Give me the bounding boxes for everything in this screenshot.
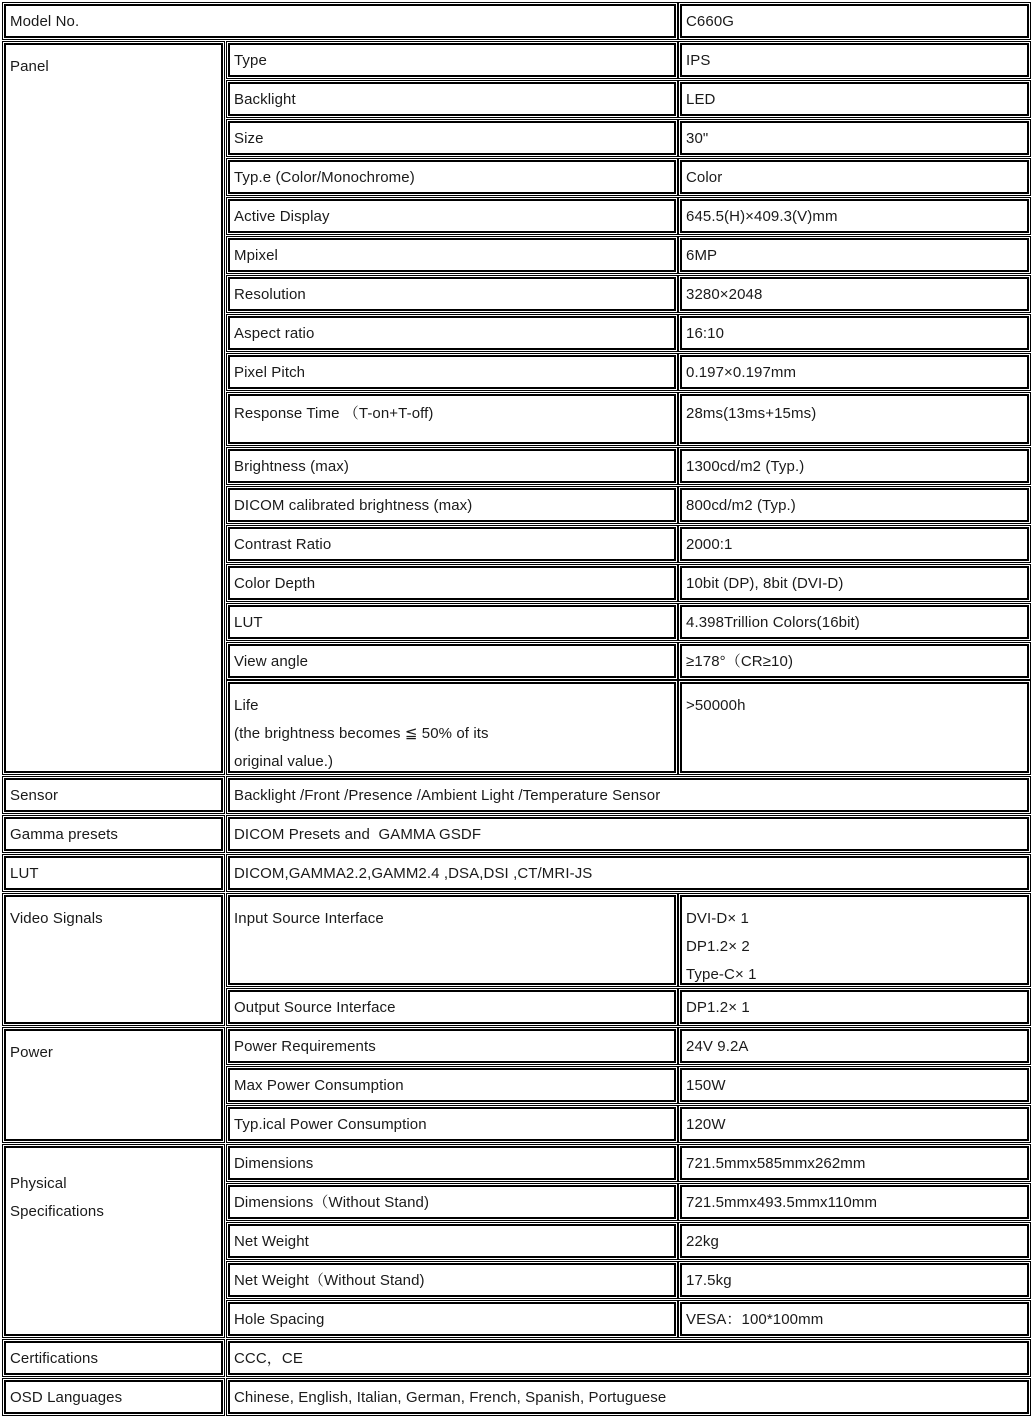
cert-category-cell [4,1341,223,1375]
panel-row-label: LUT [234,614,263,631]
panel-row-label: Mpixel [234,247,278,264]
panel-row-label-cell [228,121,676,155]
physical-row-label-cell [228,1302,676,1336]
life-label-cell [228,682,676,773]
panel-row-label: Size [234,130,264,147]
model-label: Model No. [10,13,80,30]
panel-row-value: Color [686,169,723,186]
panel-row-label-cell [228,449,676,483]
cert-value: CCC，CE [234,1350,303,1367]
panel-row-label-cell [228,605,676,639]
physical-row-label-cell [228,1146,676,1180]
panel-row-value-cell [680,316,1029,350]
model-label-cell [4,4,676,38]
physical-row-label-cell [228,1263,676,1297]
panel-row-value-cell [680,527,1029,561]
panel-row-label: Type [234,52,267,69]
panel-row-value-cell [680,43,1029,77]
physical-row-label: Hole Spacing [234,1311,325,1328]
panel-row-value: 3280×2048 [686,286,763,303]
panel-row-label-cell [228,566,676,600]
panel-row-label: DICOM calibrated brightness (max) [234,497,473,514]
panel-row-value: 0.197×0.197mm [686,364,797,381]
power-row-label: Typ.ical Power Consumption [234,1116,427,1133]
life-label-line: original value.) [234,753,334,770]
gamma-value: DICOM Presets and GAMMA GSDF [234,826,482,843]
video-input-value: DP1.2× 2 [686,938,750,955]
panel-row-label: Color Depth [234,575,316,592]
osd-category-cell [4,1380,223,1414]
video-input-values [686,905,757,989]
video-input-value: DVI-D× 1 [686,910,749,927]
gamma-category-cell [4,817,223,851]
physical-row-label: Net Weight（Without Stand) [234,1272,425,1289]
panel-row-value: 2000:1 [686,536,733,553]
panel-row-value: 16:10 [686,325,725,342]
life-label-line: Life [234,697,259,714]
osd-value: Chinese, English, Italian, German, French, Spanish, Portuguese [234,1389,667,1406]
physical-row-value: 721.5mmx585mmx262mm [686,1155,866,1172]
panel-row-label-cell [228,160,676,194]
panel-row-label: Resolution [234,286,306,303]
physical-row-value-cell [680,1146,1029,1180]
panel-row-label-cell [228,527,676,561]
panel-row-value-cell [680,488,1029,522]
panel-row-value: 28ms(13ms+15ms) [686,405,817,422]
physical-category-cell [4,1146,223,1336]
panel-row-label: Backlight [234,91,296,108]
lut-value-cell [228,856,1029,890]
physical-row-value: 721.5mmx493.5mmx110mm [686,1194,878,1211]
panel-row-value: ≥178°（CR≥10) [686,653,794,670]
lut-category-cell [4,856,223,890]
physical-row-value-cell [680,1185,1029,1219]
physical-row-value-cell [680,1302,1029,1336]
panel-row-value: 800cd/m2 (Typ.) [686,497,796,514]
power-category: Power [10,1044,54,1061]
life-value-cell [680,682,1029,773]
panel-row-value-cell [680,277,1029,311]
panel-category: Panel [10,58,49,75]
physical-row-value: 22kg [686,1233,719,1250]
panel-row-value-cell [680,394,1029,444]
physical-category-line: Physical [10,1175,67,1192]
video-output-label-cell [228,990,676,1024]
osd-value-cell [228,1380,1029,1414]
physical-row-label: Net Weight [234,1233,309,1250]
physical-row-value-cell [680,1263,1029,1297]
panel-row-value: 30" [686,130,709,147]
panel-row-label: Pixel Pitch [234,364,306,381]
sensor-value: Backlight /Front /Presence /Ambient Light /Temperature Sensor [234,787,661,804]
panel-row-label: View angle [234,653,309,670]
physical-row-label-cell [228,1224,676,1258]
physical-row-label-cell [228,1185,676,1219]
physical-row-value: 17.5kg [686,1272,732,1289]
panel-category-cell [4,43,223,773]
panel-row-value-cell [680,121,1029,155]
power-row-label: Max Power Consumption [234,1077,404,1094]
physical-row-value: VESA：100*100mm [686,1311,824,1328]
video-output-value: DP1.2× 1 [686,999,750,1016]
panel-row-label-cell [228,355,676,389]
panel-row-label: Contrast Ratio [234,536,332,553]
panel-row-label: Response Time （T-on+T-off) [234,405,434,422]
video-output-value-cell [680,990,1029,1024]
panel-row-label: Active Display [234,208,330,225]
video-input-value-cell [680,895,1029,985]
physical-category [10,1170,104,1226]
panel-row-label-cell [228,199,676,233]
panel-row-label: Typ.e (Color/Monochrome) [234,169,415,186]
panel-row-value: 10bit (DP), 8bit (DVI-D) [686,575,844,592]
panel-row-label-cell [228,316,676,350]
gamma-value-cell [228,817,1029,851]
power-row-value: 150W [686,1077,726,1094]
panel-row-label-cell [228,43,676,77]
power-category-cell [4,1029,223,1141]
panel-row-value: LED [686,91,716,108]
panel-row-label-cell [228,238,676,272]
panel-row-value-cell [680,82,1029,116]
power-row-label-cell [228,1029,676,1063]
panel-row-label: Brightness (max) [234,458,349,475]
model-value: C660G [686,13,735,30]
physical-row-label: Dimensions [234,1155,314,1172]
lut-category: LUT [10,865,39,882]
power-row-value: 120W [686,1116,726,1133]
power-row-value-cell [680,1029,1029,1063]
life-value: >50000h [686,697,746,714]
power-row-label-cell [228,1107,676,1141]
sensor-value-cell [228,778,1029,812]
panel-row-label-cell [228,644,676,678]
video-input-label-cell [228,895,676,985]
model-value-cell [680,4,1029,38]
panel-row-value-cell [680,160,1029,194]
power-row-label-cell [228,1068,676,1102]
sensor-category-cell [4,778,223,812]
physical-row-value-cell [680,1224,1029,1258]
panel-row-label-cell [228,82,676,116]
panel-row-value-cell [680,355,1029,389]
sensor-category: Sensor [10,787,59,804]
life-label-line: (the brightness becomes ≦ 50% of its [234,725,489,742]
video-category-cell [4,895,223,1024]
video-input-value: Type-C× 1 [686,966,757,983]
power-row-value-cell [680,1068,1029,1102]
cert-category: Certifications [10,1350,99,1367]
panel-row-value-cell [680,238,1029,272]
video-output-label: Output Source Interface [234,999,396,1016]
panel-row-value-cell [680,566,1029,600]
panel-row-value: 6MP [686,247,718,264]
panel-row-label-cell [228,277,676,311]
panel-row-value: 4.398Trillion Colors(16bit) [686,614,860,631]
panel-row-value-cell [680,199,1029,233]
panel-row-value: 1300cd/m2 (Typ.) [686,458,805,475]
panel-row-label-cell [228,488,676,522]
cert-value-cell [228,1341,1029,1375]
panel-row-value-cell [680,605,1029,639]
video-input-label: Input Source Interface [234,910,384,927]
power-row-value: 24V 9.2A [686,1038,749,1055]
power-row-value-cell [680,1107,1029,1141]
panel-row-label-cell [228,394,676,444]
life-label [234,692,489,776]
panel-row-label: Aspect ratio [234,325,315,342]
panel-row-value-cell [680,449,1029,483]
power-row-label: Power Requirements [234,1038,376,1055]
physical-row-label: Dimensions（Without Stand) [234,1194,430,1211]
video-category: Video Signals [10,910,103,927]
osd-category: OSD Languages [10,1389,123,1406]
physical-category-line: Specifications [10,1203,104,1220]
panel-row-value-cell [680,644,1029,678]
gamma-category: Gamma presets [10,826,118,843]
lut-value: DICOM,GAMMA2.2,GAMM2.4 ,DSA,DSI ,CT/MRI-JS [234,865,593,882]
panel-row-value: IPS [686,52,711,69]
panel-row-value: 645.5(H)×409.3(V)mm [686,208,838,225]
